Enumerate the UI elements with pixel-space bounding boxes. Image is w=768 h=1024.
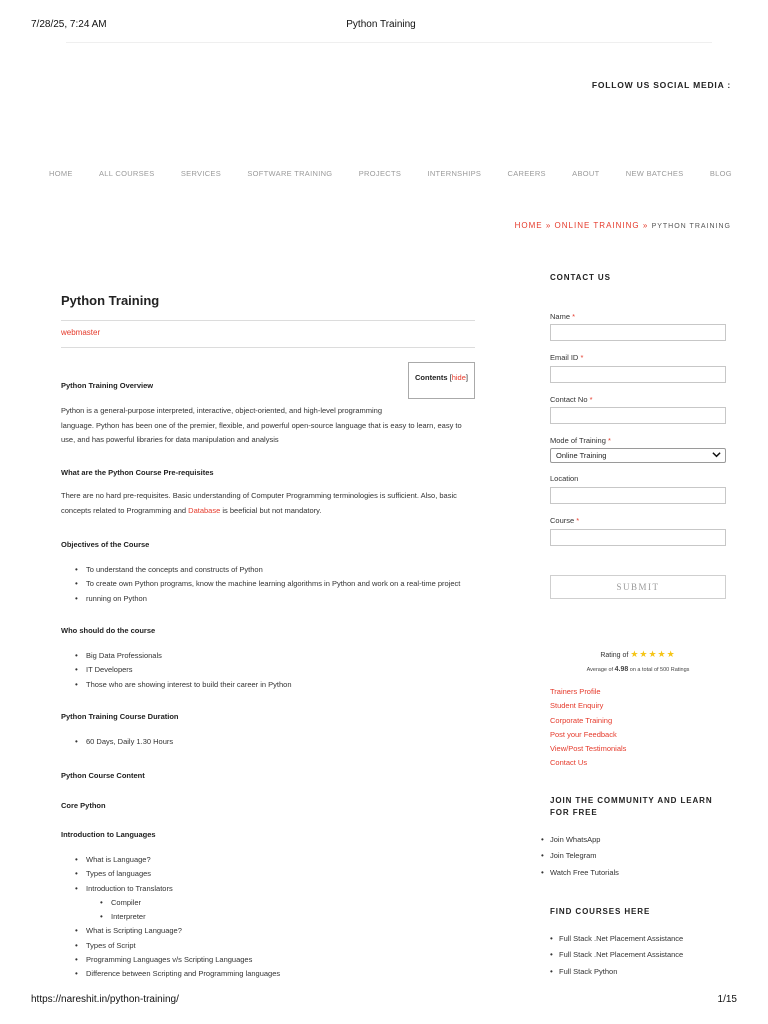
list-item[interactable]: • Join Telegram	[540, 848, 619, 864]
list-item: • IT Developers	[61, 663, 481, 677]
print-page-number: 1/15	[717, 994, 737, 1005]
nav-services[interactable]: SERVICES	[180, 169, 222, 178]
rating-value: 4.98	[614, 666, 629, 673]
objectives-list	[61, 563, 491, 606]
link-corporate-training[interactable]: Corporate Training	[550, 715, 613, 725]
top-divider	[66, 42, 712, 43]
name-field[interactable]	[550, 324, 726, 341]
mode-select-value: Online Training	[556, 451, 607, 460]
link-trainers-profile[interactable]: Trainers Profile	[550, 687, 601, 696]
title-divider	[61, 320, 475, 321]
sidebar-links	[550, 685, 626, 771]
email-field[interactable]	[550, 366, 726, 383]
follow-social-label: FOLLOW US SOCIAL MEDIA :	[591, 80, 731, 90]
list-item: • To understand the concepts and constructs of Python	[61, 563, 491, 577]
course-label	[550, 516, 579, 525]
submit-button[interactable]: SUBMIT	[550, 575, 726, 599]
list-item: • Introduction to Translators	[61, 882, 481, 896]
required-mark: *	[607, 436, 611, 445]
print-url: https://nareshit.in/python-training/	[31, 994, 179, 1005]
name-label-text: Name	[550, 312, 571, 321]
nav-blog[interactable]: BLOG	[709, 169, 732, 178]
location-field[interactable]	[550, 487, 726, 504]
required-mark: *	[576, 516, 580, 525]
link-student-enquiry[interactable]: Student Enquiry	[550, 701, 604, 711]
list-item: • Types of Script	[61, 939, 481, 953]
main-nav	[49, 169, 732, 181]
list-item: • Those who are showing interest to build their career in Python	[61, 678, 481, 692]
mode-label-text: Mode of Training	[550, 436, 606, 445]
nav-software-training[interactable]: SOFTWARE TRAINING	[247, 169, 333, 178]
rating-suffix: on a total of 500 Ratings	[629, 667, 690, 673]
email-label	[550, 353, 583, 362]
table-of-contents: Contents [hide]	[408, 362, 475, 399]
audience-list	[61, 649, 481, 692]
courses-heading: FIND COURSES HERE	[550, 907, 651, 916]
list-item[interactable]: • Join WhatsApp	[540, 832, 619, 848]
breadcrumb-home[interactable]: HOME	[514, 221, 543, 230]
link-post-feedback[interactable]: Post your Feedback	[550, 729, 617, 739]
breadcrumb-online-training[interactable]: ONLINE TRAINING	[554, 221, 640, 230]
section-heading: Who should do the course	[61, 626, 156, 635]
email-label-text: Email ID	[550, 353, 579, 362]
print-footer	[31, 994, 737, 1008]
nav-projects[interactable]: PROJECTS	[358, 169, 402, 178]
overview-line: use, and has powerful libraries for data manipulation and analysis	[61, 435, 279, 444]
section-heading: Core Python	[61, 801, 106, 810]
chevron-down-icon	[712, 450, 721, 461]
overview-line: language. Python has been one of the premier, flexible, and powerful open-source language that is easy to learn, easy to	[61, 420, 462, 430]
database-link[interactable]: Database	[188, 505, 221, 515]
list-item[interactable]: • Full Stack .Net Placement Assistance	[549, 947, 683, 963]
section-heading: Python Training Course Duration	[61, 712, 179, 721]
prereq-paragraph	[61, 489, 491, 518]
list-item: • Programming Languages v/s Scripting Languages	[61, 953, 481, 967]
contact-no-field[interactable]	[550, 407, 726, 424]
overview-paragraph	[61, 404, 481, 448]
list-item: • running on Python	[61, 592, 491, 606]
list-item[interactable]: • Full Stack Python	[549, 964, 683, 980]
intro-topics-list	[61, 853, 481, 982]
prereq-text: is beeficial but not mandatory.	[222, 505, 322, 515]
nav-internships[interactable]: INTERNSHIPS	[427, 169, 482, 178]
list-item: • 60 Days, Daily 1.30 Hours	[61, 735, 481, 749]
community-heading: JOIN THE COMMUNITY AND LEARN FOR FREE	[550, 796, 713, 817]
link-testimonials[interactable]: View/Post Testimonials	[550, 744, 627, 754]
prereq-text: concepts related to Programming and	[61, 505, 187, 515]
name-label	[550, 312, 575, 321]
toc-label: Contents	[415, 373, 448, 382]
rating-label: Rating of	[600, 652, 629, 659]
courses-list	[549, 931, 683, 980]
breadcrumb-separator: »	[642, 221, 649, 230]
nav-new-batches[interactable]: NEW BATCHES	[625, 169, 684, 178]
list-item[interactable]: • Watch Free Tutorials	[540, 865, 619, 881]
rating-prefix: Average of	[586, 667, 614, 673]
print-datetime: 7/28/25, 7:24 AM	[31, 19, 107, 30]
section-heading: What are the Python Course Pre-requisites	[61, 468, 214, 477]
print-header	[31, 19, 731, 33]
breadcrumb-separator: »	[545, 221, 552, 230]
author-link[interactable]: webmaster	[61, 328, 101, 337]
required-mark: *	[580, 353, 584, 362]
rating-summary	[550, 666, 726, 673]
nav-home[interactable]: HOME	[49, 169, 73, 178]
section-heading: Python Training Overview	[61, 381, 154, 390]
mode-label	[550, 436, 611, 445]
rating-line	[550, 649, 726, 660]
breadcrumb	[515, 221, 731, 230]
toc-hide-link[interactable]: hide	[451, 373, 466, 382]
location-label: Location	[550, 474, 579, 483]
author-divider	[61, 347, 475, 348]
course-field[interactable]	[550, 529, 726, 546]
list-item: • Difference between Scripting and Programming languages	[61, 967, 481, 981]
nav-about[interactable]: ABOUT	[572, 169, 600, 178]
list-item: • What is Language?	[61, 853, 481, 867]
list-item: • To create own Python programs, know the machine learning algorithms in Python and work on a real-time project	[61, 577, 491, 591]
contact-no-label-text: Contact No	[550, 395, 588, 404]
list-item: • Types of languages	[61, 867, 481, 881]
nav-all-courses[interactable]: ALL COURSES	[99, 169, 155, 178]
prereq-line	[61, 504, 491, 519]
list-item: • What is Scripting Language?	[61, 924, 481, 938]
contact-no-label	[550, 395, 593, 404]
overview-line: Python is a general-purpose interpreted, interactive, object-oriented, and high-level programming	[61, 406, 383, 415]
list-item: • Interpreter	[61, 910, 481, 924]
list-item[interactable]: • Full Stack .Net Placement Assistance	[549, 931, 683, 947]
contact-heading: CONTACT US	[550, 273, 611, 282]
nav-careers[interactable]: CAREERS	[507, 169, 546, 178]
mode-select[interactable]	[550, 448, 726, 463]
required-mark: *	[589, 395, 593, 404]
community-list	[540, 832, 619, 881]
section-heading: Introduction to Languages	[61, 830, 156, 839]
print-doc-title: Python Training	[346, 19, 416, 30]
course-label-text: Course	[550, 516, 575, 525]
duration-list	[61, 735, 481, 749]
list-item: • Compiler	[61, 896, 481, 910]
prereq-line: There are no hard pre-requisites. Basic understanding of Computer Programming terminologies is sufficient. Also, basic	[61, 491, 457, 500]
star-rating-icon: ★★★★★	[630, 649, 676, 659]
link-contact-us[interactable]: Contact Us	[550, 758, 588, 768]
list-item: • Big Data Professionals	[61, 649, 481, 663]
page-title: Python Training	[61, 293, 160, 308]
section-heading: Python Course Content	[61, 771, 145, 780]
section-heading: Objectives of the Course	[61, 540, 150, 549]
breadcrumb-current: PYTHON TRAINING	[651, 223, 731, 230]
required-mark: *	[572, 312, 576, 321]
